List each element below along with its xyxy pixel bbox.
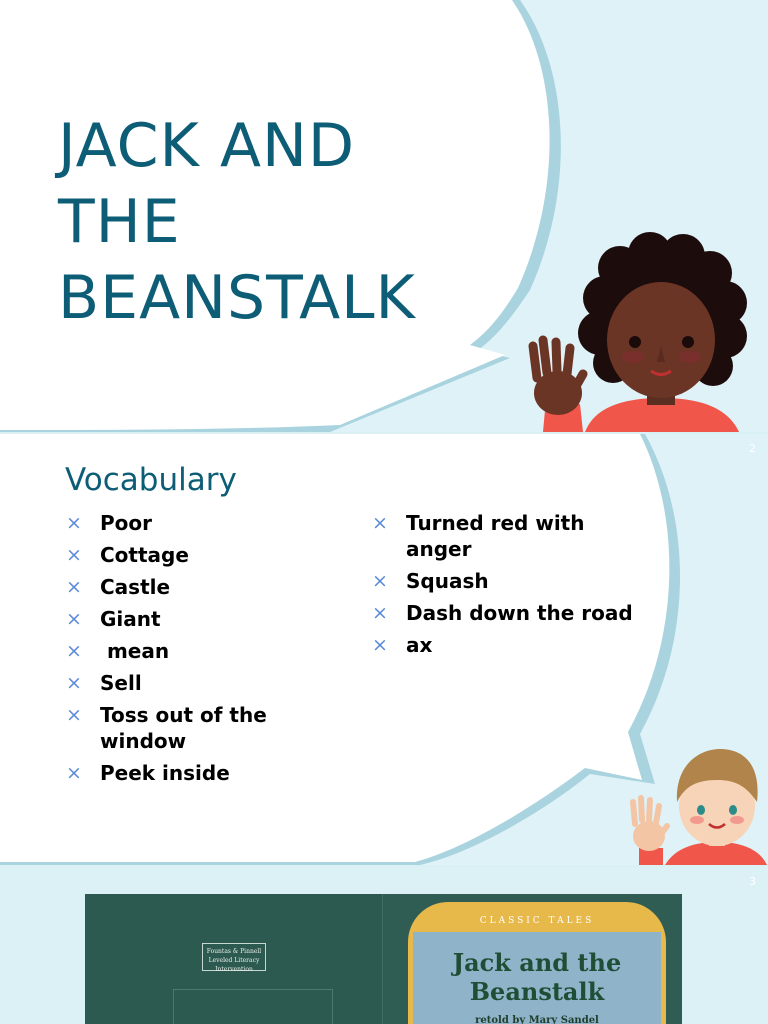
author-line: retold by Mary Sandel xyxy=(475,1015,599,1024)
vocab-word: Dash down the road xyxy=(406,601,633,625)
x-bullet-icon: × xyxy=(372,634,388,656)
list-item xyxy=(66,670,316,696)
slide-number: 3 xyxy=(749,875,756,888)
book-title-line: Jack and the xyxy=(452,948,622,977)
series-label: CLASSIC TALES xyxy=(479,916,595,926)
vocab-list-right xyxy=(372,510,672,664)
vocab-word: Cottage xyxy=(100,543,189,567)
title-line: THE xyxy=(58,187,181,257)
list-item xyxy=(66,702,316,754)
publisher-logo: Fountas & Pinnell Leveled Literacy Intervention xyxy=(202,943,266,971)
book-front-cover xyxy=(384,894,682,1024)
list-item xyxy=(66,574,316,600)
list-item xyxy=(372,600,672,626)
book-cover-image xyxy=(85,894,682,1024)
slide-number: 2 xyxy=(749,442,756,455)
list-item xyxy=(66,760,316,786)
back-cover-panel xyxy=(173,989,333,1024)
girl-waving-illustration xyxy=(525,228,755,432)
title-line: JACK AND xyxy=(58,111,356,181)
x-bullet-icon: × xyxy=(372,512,388,534)
title-frame xyxy=(408,902,666,1024)
slide-book-cover xyxy=(0,867,768,1024)
list-item xyxy=(372,510,632,562)
book-title xyxy=(408,948,666,1006)
list-item xyxy=(66,510,316,536)
x-bullet-icon: × xyxy=(372,570,388,592)
list-item xyxy=(372,568,672,594)
x-bullet-icon: × xyxy=(372,602,388,624)
x-bullet-icon: × xyxy=(66,704,82,726)
vocab-word: Turned red with anger xyxy=(406,511,585,561)
x-bullet-icon: × xyxy=(66,762,82,784)
vocab-word: Squash xyxy=(406,569,489,593)
x-bullet-icon: × xyxy=(66,576,82,598)
title-line: BEANSTALK xyxy=(58,263,416,333)
vocab-word: Castle xyxy=(100,575,171,599)
vocab-word: Giant xyxy=(100,607,161,631)
section-heading: Vocabulary xyxy=(65,462,237,498)
list-item xyxy=(66,542,316,568)
x-bullet-icon: × xyxy=(66,640,82,662)
vocab-word: Poor xyxy=(100,511,153,535)
book-back-cover xyxy=(85,894,383,1024)
vocab-list-left xyxy=(66,510,316,792)
vocab-word: Toss out of the window xyxy=(100,703,267,753)
page-title xyxy=(58,108,416,336)
vocab-word: mean xyxy=(100,639,170,663)
x-bullet-icon: × xyxy=(66,608,82,630)
vocab-word: Peek inside xyxy=(100,761,230,785)
x-bullet-icon: × xyxy=(66,672,82,694)
book-title-line: Beanstalk xyxy=(469,977,605,1006)
slide-vocabulary xyxy=(0,434,768,865)
vocab-word: ax xyxy=(406,633,433,657)
x-bullet-icon: × xyxy=(66,512,82,534)
slide-title xyxy=(0,0,768,432)
vocab-word: Sell xyxy=(100,671,142,695)
list-item xyxy=(372,632,672,658)
list-item xyxy=(66,606,316,632)
list-item xyxy=(66,638,316,664)
boy-waving-illustration xyxy=(625,744,768,865)
x-bullet-icon: × xyxy=(66,544,82,566)
